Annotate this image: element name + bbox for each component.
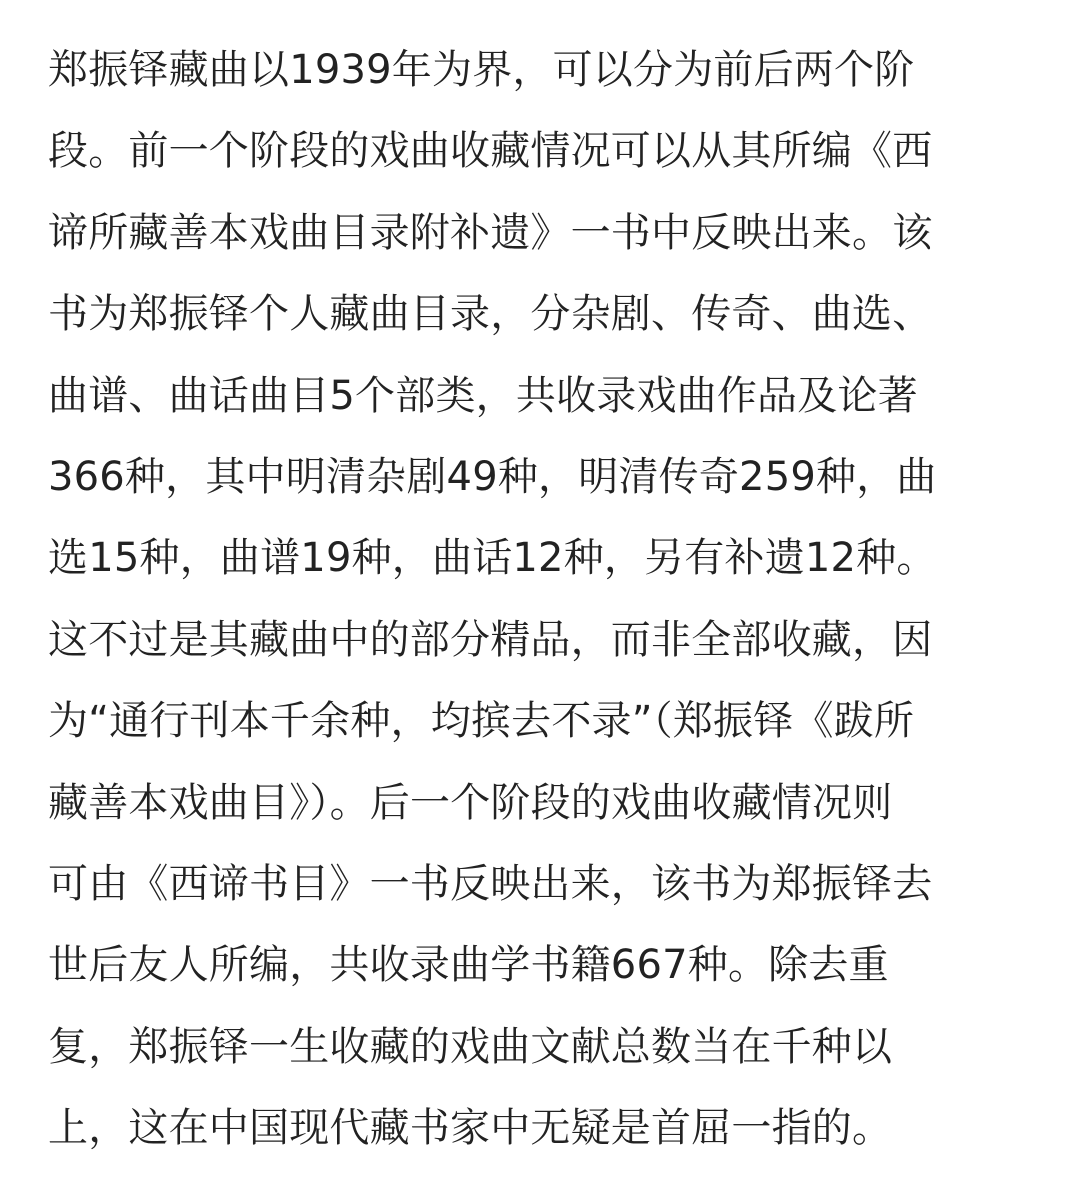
text-line: 书为郑振铎个人藏曲目录，分杂剧、传奇、曲选、 xyxy=(48,291,933,338)
text-line: 为“通行刊本千余种，均摈去不录”（郑振铎《跋所 xyxy=(48,698,915,745)
text-line: 藏善本戏曲目》）。后一个阶段的戏曲收藏情况则 xyxy=(48,779,893,826)
text-line: 上，这在中国现代藏书家中无疑是首屈一指的。 xyxy=(48,1105,893,1152)
article-text xyxy=(48,30,1032,1169)
text-line: 可由《西谛书目》一书反映出来，该书为郑振铎去 xyxy=(48,860,933,907)
text-line: 复，郑振铎一生收藏的戏曲文献总数当在千种以 xyxy=(48,1023,893,1070)
text-line: 段。前一个阶段的戏曲收藏情况可以从其所编《西 xyxy=(48,128,933,175)
text-line: 曲谱、曲话曲目5个部类，共收录戏曲作品及论著 xyxy=(48,372,918,419)
text-line: 选15种，曲谱19种，曲话12种，另有补遗12种。 xyxy=(48,535,937,582)
text-line: 366种，其中明清杂剧49种，明清传奇259种，曲 xyxy=(48,453,937,500)
text-line: 郑振铎藏曲以1939年为界，可以分为前后两个阶 xyxy=(48,47,915,93)
text-line: 谛所藏善本戏曲目录附补遗》一书中反映出来。该 xyxy=(48,209,933,256)
text-line: 世后友人所编，共收录曲学书籍667种。除去重 xyxy=(48,942,889,989)
text-line: 这不过是其藏曲中的部分精品，而非全部收藏，因 xyxy=(48,616,933,663)
